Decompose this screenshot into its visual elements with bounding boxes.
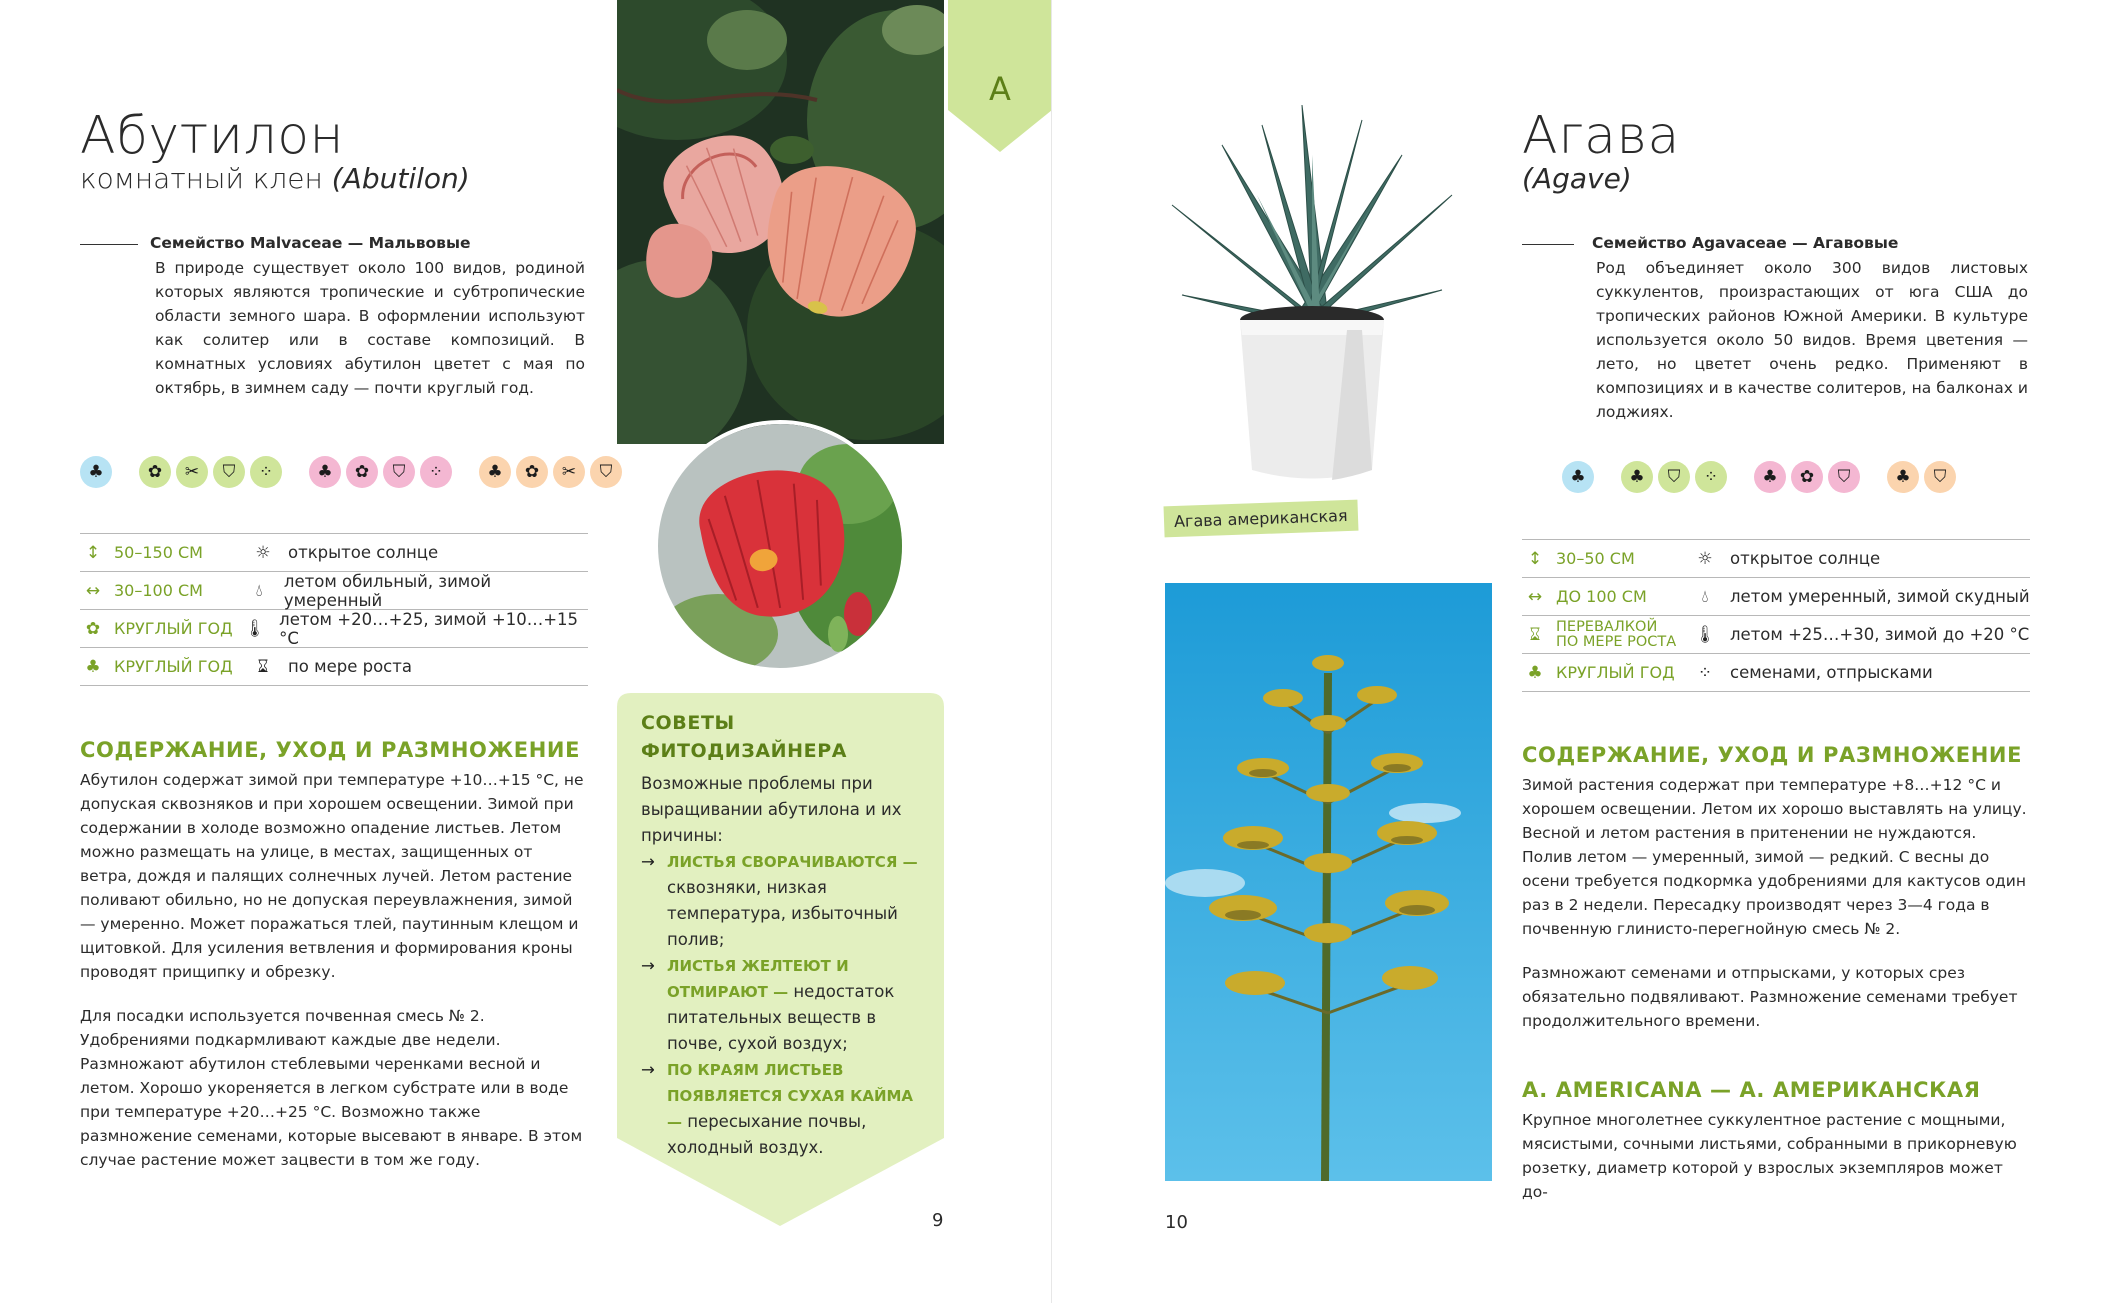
water-drop-icon: 💧︎ <box>1701 586 1709 607</box>
flower-icon: ✿ <box>346 456 378 488</box>
plant-family: Семейство Malvaceae — Мальвовые <box>150 234 471 252</box>
tip-item: → ПО КРАЯМ ЛИСТЬЕВ ПОЯВЛЯЕТСЯ СУХАЯ КАЙМА — пересыхание почвы, холодный воздух. <box>641 1057 931 1161</box>
care-text: Зимой растения содержат при температуре +8…+12 °C и хорошем освещении. Летом их хорошо выставлять на улицу. Весной и летом растения в притенении не нуждаются. Полив летом — умеренный, зимой — редкий. С весны до осени требуется подкормка удобрениями для кактусов один раз в 2 недели. Пересадку производят через 3—4 года в почвенную глинисто-перегнойную смесь № 2. Размножают семенами и отпрысками, у которых срез обязательно подвяливают. Размножение семенами требует продолжительного времени. <box>1522 776 2027 1030</box>
shield-icon: ⛉ <box>590 456 622 488</box>
club-icon: ♣ <box>1562 461 1594 493</box>
club-icon: ♣ <box>1621 461 1653 493</box>
arrow-right-icon: → <box>641 852 655 871</box>
params-row: ⌛︎ ПЕРЕВАЛКОЙ ПО МЕРЕ РОСТА 🌡︎ летом +25…+30, зимой до +20 °C <box>1522 616 2030 654</box>
plant-intro: В природе существует около 100 видов, родиной которых являются тропические и субтропические области земного шара. В оформлении используют как солитер или в составе композиций. В комнатных условиях абутилон цветет с мая по октябрь, в зимнем саду — почти круглый год. <box>155 259 585 397</box>
care-text: Абутилон содержат зимой при температуре +10…+15 °C, не допуская сквозняков и при хорошем освещении. Зимой при содержании в холоде возможно опадение листьев. Летом можно размещать на улице, в местах, защищенных от ветра, дождя и палящих солнечных лучей. Летом растение поливают обильно, но не допуская переувлажнения, зимой — умеренно. Может поражаться тлей, паутинным клещом и щитовкой. Для усиления ветвления и формирования кроны проводят прищипку и обрезку. Для посадки используется почвенная смесь № 2. Удобрениями подкармливают каждые две недели. Размножают абутилон стеблевыми черенками весной и летом. Хорошо укореняется в легком субстрате или в воде при температуре +20…+25 °C. Возможно также размножение семенами, которые высевают в январе. В этом случае растение может зацвести в том же году. <box>80 771 584 1169</box>
club-icon: ♣ <box>1527 662 1543 683</box>
tip-item: → ЛИСТЬЯ ЖЕЛТЕЮТ И ОТМИРАЮТ — недостаток питательных веществ в почве, сухой воздух; <box>641 953 931 1057</box>
params-row: ↔ 30–100 СМ 💧︎ летом обильный, зимой умеренный <box>80 572 588 610</box>
scissors-icon: ✂ <box>553 456 585 488</box>
height-arrow-icon: ↕ <box>1527 548 1543 569</box>
plant-family: Семейство Agavaceae — Агавовые <box>1592 234 1899 252</box>
shield-icon: ⛉ <box>383 456 415 488</box>
seeds-icon: ⁘ <box>1695 461 1727 493</box>
abutilon-red-photo <box>654 420 906 672</box>
flower-icon: ✿ <box>516 456 548 488</box>
seeds-icon: ⁘ <box>250 456 282 488</box>
tip-item: → ЛИСТЬЯ СВОРАЧИВАЮТСЯ — сквозняки, низкая температура, избыточный полив; <box>641 849 931 953</box>
care-icon-legend <box>1562 461 1961 493</box>
care-heading: СОДЕРЖАНИЕ, УХОД И РАЗМНОЖЕНИЕ <box>1522 743 2023 767</box>
sun-icon: ☼ <box>1697 548 1713 569</box>
agave-bloom-photo <box>1165 583 1492 1181</box>
seeds-icon: ⁘ <box>420 456 452 488</box>
shield-icon: ⛉ <box>1924 461 1956 493</box>
shield-icon: ⛉ <box>1658 461 1690 493</box>
arrow-right-icon: → <box>641 1060 655 1079</box>
club-icon: ♣ <box>85 656 101 677</box>
plant-title: Агава <box>1522 106 1680 166</box>
club-icon: ♣ <box>1887 461 1919 493</box>
shield-icon: ⛉ <box>213 456 245 488</box>
page-number: 10 <box>1165 1212 1188 1233</box>
width-arrow-icon: ↔ <box>1527 586 1543 607</box>
photo-caption: Агава американская <box>1164 500 1359 538</box>
params-row: ♣ КРУГЛЫЙ ГОД ⁘ семенами, отпрысками <box>1522 654 2030 692</box>
scissors-icon: ✂ <box>176 456 208 488</box>
plant-title: Абутилон <box>80 106 344 166</box>
shield-icon: ⛉ <box>1828 461 1860 493</box>
flower-icon: ✿ <box>85 618 101 639</box>
right-page <box>1052 0 2103 1303</box>
care-icon-legend <box>80 456 627 488</box>
abutilon-photo <box>617 0 944 444</box>
family-rule <box>1522 244 1574 245</box>
height-arrow-icon: ↕ <box>85 542 101 563</box>
params-row: ↕ 50–150 СМ ☼ открытое солнце <box>80 534 588 572</box>
params-table <box>1522 539 2030 692</box>
thermometer-icon: 🌡︎ <box>1694 624 1716 645</box>
width-arrow-icon: ↔ <box>85 580 101 601</box>
hourglass-icon: ⌛︎ <box>1529 624 1541 645</box>
seeds-icon: ⁘ <box>1697 662 1713 683</box>
club-icon: ♣ <box>479 456 511 488</box>
params-row: ✿ КРУГЛЫЙ ГОД 🌡︎ летом +20…+25, зимой +10…+15 °C <box>80 610 588 648</box>
plant-intro: Род объединяет около 300 видов листовых суккулентов, произрастающих от юга США до тропических районов Южной Америки. В культуре используется около 50 видов. Время цветения — лето, но цветет очень редко. Применяют в композициях и в качестве солитеров, на балконах и лоджиях. <box>1596 259 2028 421</box>
hourglass-icon: ⌛︎ <box>257 656 269 677</box>
species-text: Крупное многолетнее суккулентное растение с мощными, мясистыми, сочными листьями, собранными в прикорневую розетку, диаметр которой у взрослых экземпляров может до- <box>1522 1111 2017 1201</box>
species-heading: A. AMERICANA — А. АМЕРИКАНСКАЯ <box>1522 1078 1981 1102</box>
sun-icon: ☼ <box>255 542 271 563</box>
params-row: ↕ 30–50 СМ ☼ открытое солнце <box>1522 540 2030 578</box>
flower-icon: ✿ <box>1791 461 1823 493</box>
plant-subtitle: (Agave) <box>1522 162 1632 195</box>
arrow-right-icon: → <box>641 956 655 975</box>
club-icon: ♣ <box>80 456 112 488</box>
tips-box <box>617 693 944 1228</box>
tips-intro: Возможные проблемы при выращивании абутилона и их причины: <box>641 774 902 845</box>
club-icon: ♣ <box>309 456 341 488</box>
agave-pot-photo <box>1162 95 1462 485</box>
tips-title: СОВЕТЫ <box>641 712 735 734</box>
care-heading: СОДЕРЖАНИЕ, УХОД И РАЗМНОЖЕНИЕ <box>80 738 581 762</box>
thermometer-icon: 🌡︎ <box>243 618 266 639</box>
tips-title: ФИТОДИЗАЙНЕРА <box>641 740 848 762</box>
water-drop-icon: 💧︎ <box>255 580 263 601</box>
flower-icon: ✿ <box>139 456 171 488</box>
club-icon: ♣ <box>1754 461 1786 493</box>
params-row: ↔ ДО 100 СМ 💧︎ летом умеренный, зимой скудный <box>1522 578 2030 616</box>
letter-tab-label: А <box>989 70 1011 108</box>
params-row: ♣ КРУГЛЫЙ ГОД ⌛︎ по мере роста <box>80 648 588 686</box>
page-number: 9 <box>932 1210 944 1231</box>
plant-subtitle: комнатный клен (Abutilon) <box>80 162 470 195</box>
letter-tab <box>948 0 1052 155</box>
params-table <box>80 533 588 686</box>
family-rule <box>80 244 138 245</box>
